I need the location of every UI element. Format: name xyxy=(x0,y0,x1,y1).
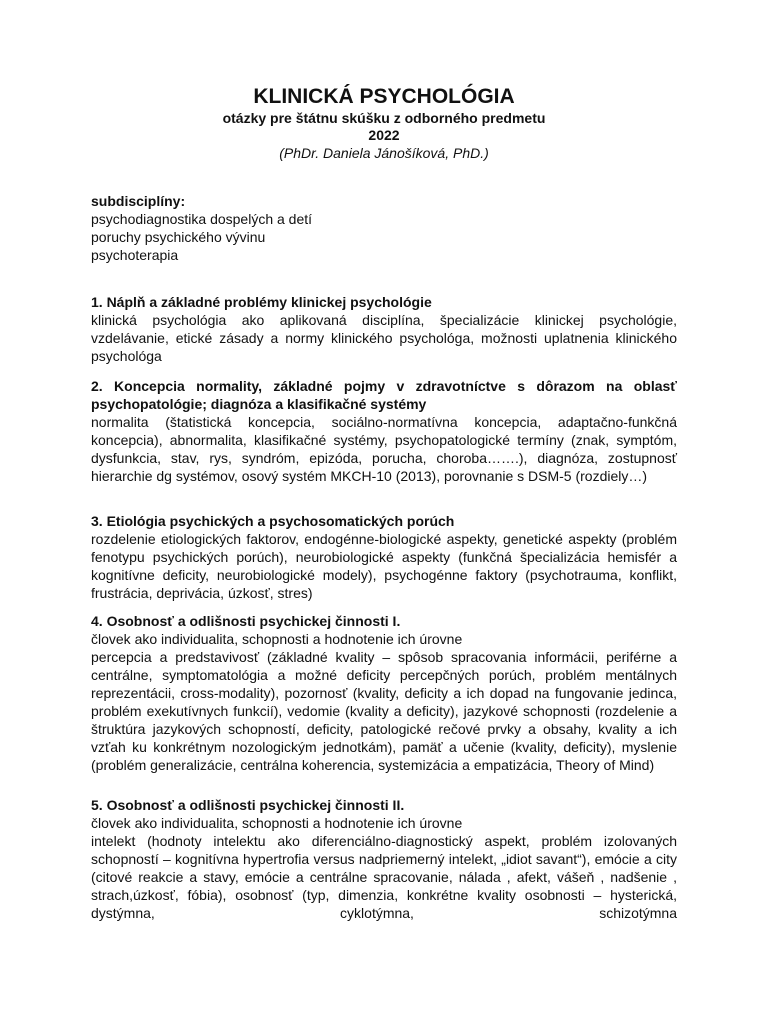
document-year: 2022 xyxy=(368,127,400,143)
document-author: (PhDr. Daniela Jánošíková, PhD.) xyxy=(279,145,489,161)
section-body: intelekt (hodnoty intelektu ako diferenciálno-diagnostický aspekt, problém izolovaných schopností – kognitívna hypertrofia versus nadpriemerný intelekt, „idiot savant“), emócie a city (citové reakcie a stavy, emócie a centrálne spracovanie, nálada , afekt, vášeň , nadšenie , strach,úzkosť, fóbia), osobnosť (typ, dimenzia, konkrétne kvality osobnosti – hysterická, dystýmna, cyklotýmna, schizotýmna xyxy=(91,833,677,921)
section-5 xyxy=(91,796,677,922)
subdisciplines-heading: subdisciplíny: xyxy=(91,193,186,209)
section-heading: 3. Etiológia psychických a psychosomatických porúch xyxy=(91,513,455,529)
subdiscipline-item: psychodiagnostika dospelých a detí xyxy=(91,211,313,227)
section-body: normalita (štatistická koncepcia, sociálno-normatívna koncepcia, adaptačno-funkčná koncepcia), abnormalita, klasifikačné systémy, psychopatologické termíny (znak, symptóm, dysfunkcia, stav, rys, syndróm, epizóda, porucha, choroba…….), diagnóza, zostupnosť hierarchie dg systémov, osový systém MKCH-10 (2013), porovnanie s DSM-5 (rozdiely…) xyxy=(91,414,677,484)
title-block xyxy=(0,84,768,162)
section-2 xyxy=(91,377,677,485)
subdisciplines xyxy=(91,192,312,264)
section-lead: človek ako individualita, schopnosti a hodnotenie ich úrovne xyxy=(91,631,463,647)
section-heading: 5. Osobnosť a odlišnosti psychickej činnosti II. xyxy=(91,797,405,813)
section-heading: 2. Koncepcia normality, základné pojmy v zdravotníctve s dôrazom na oblasť psychopatológie; diagnóza a klasifikačné systémy xyxy=(91,378,677,412)
document-subtitle: otázky pre štátnu skúšku z odborného predmetu xyxy=(222,110,546,126)
section-heading: 4. Osobnosť a odlišnosti psychickej činnosti I. xyxy=(91,613,401,629)
subdiscipline-item: poruchy psychického vývinu xyxy=(91,229,266,245)
section-lead: človek ako individualita, schopnosti a hodnotenie ich úrovne xyxy=(91,815,463,831)
section-4 xyxy=(91,612,677,774)
section-3 xyxy=(91,512,677,602)
section-body: percepcia a predstavivosť (základné kvality – spôsob spracovania informácii, periférne a centrálne, symptomatológia a možné deficity percepčných porúch, problém mentálnych reprezentácii, cross-modality), pozornosť (kvality, deficity a ich dopad na fungovanie jedinca, problém exekutívnych funkcií), vedomie (kvality a deficity), jazykové schopnosti (rozdelenie a štruktúra jazykových schopností, deficity, patologické rečové prvky a obsahy, kvality a ich vzťah ku konkrétnym nozologickým jednotkám), pamäť a učenie (kvality, deficity), myslenie (problém generalizácie, centrálna koherencia, systemizácia a empatizácia, Theory of Mind) xyxy=(91,649,677,773)
subdiscipline-item: psychoterapia xyxy=(91,247,179,263)
section-heading: 1. Náplň a základné problémy klinickej psychológie xyxy=(91,294,432,310)
section-1 xyxy=(91,293,677,365)
section-body: rozdelenie etiologických faktorov, endogénne-biologické aspekty, genetické aspekty (problém fenotypu psychických porúch), neurobiologické aspekty (funkčná špecializácia hemisfér a kognitívne deficity, neurobiologické modely), psychogénne faktory (psychotrauma, konflikt, frustrácia, deprivácia, úzkosť, stres) xyxy=(91,531,677,601)
document-title: KLINICKÁ PSYCHOLÓGIA xyxy=(253,85,515,108)
section-body: klinická psychológia ako aplikovaná disciplína, špecializácie klinickej psychológie, vzdelávanie, etické zásady a normy klinického psychológa, možnosti uplatnenia klinického psychológa xyxy=(91,312,677,364)
